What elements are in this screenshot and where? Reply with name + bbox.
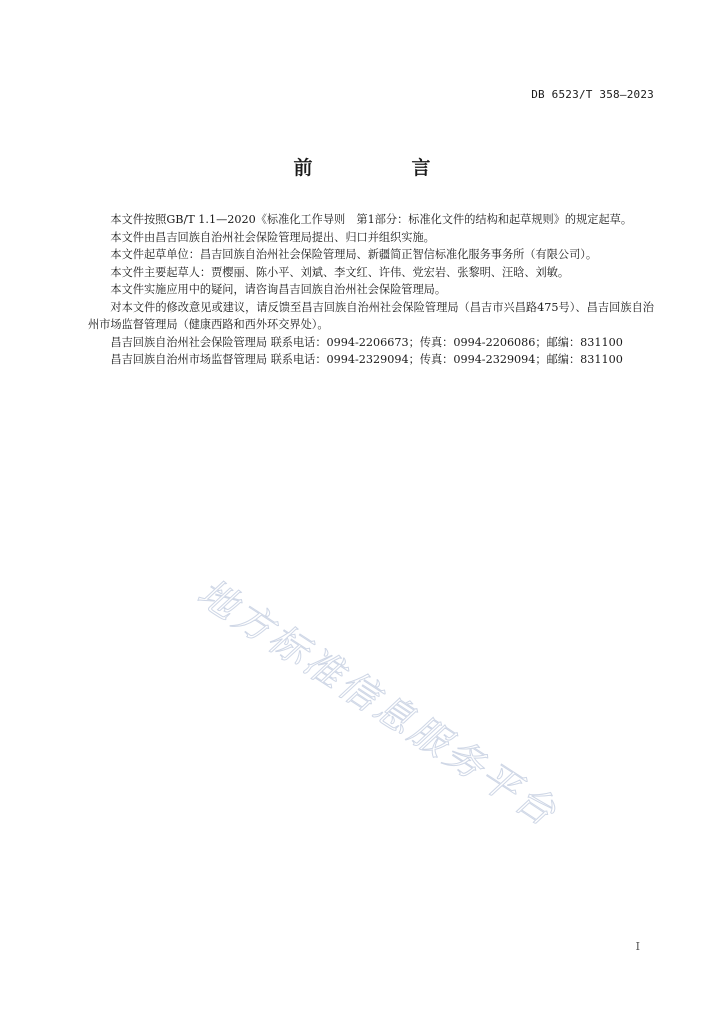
paragraph-drafting-units: 本文件起草单位：昌吉回族自治州社会保险管理局、新疆简正智信标准化服务事务所（有限公司）。 <box>110 248 598 261</box>
page-title: 前 言 <box>293 157 471 179</box>
paragraph-drafting-basis: 本文件按照GB/T 1.1—2020《标准化工作导则 第1部分：标准化文件的结构和起草规则》的规定起草。 <box>110 213 633 226</box>
page-number: I <box>635 940 640 953</box>
paragraph-inquiries: 本文件实施应用中的疑问，请咨询昌吉回族自治州社会保险管理局。 <box>110 283 447 296</box>
document-code: DB 6523/T 358—2023 <box>531 88 654 101</box>
watermark: 地方标准信息服务平台 <box>189 570 567 836</box>
contact-market-supervision: 昌吉回族自治州市场监督管理局 联系电话：0994-2329094；传真：0994-2329094；邮编：831100 <box>110 353 623 366</box>
contact-social-insurance: 昌吉回族自治州社会保险管理局 联系电话：0994-2206673；传真：0994-2206086；邮编：831100 <box>110 335 623 349</box>
paragraph-feedback: 对本文件的修改意见或建议，请反馈至昌吉回族自治州社会保险管理局（昌吉市兴昌路475号）、昌吉回族自治州市场监督管理局（健康西路和西外环交界处）。 <box>88 300 654 331</box>
paragraph-drafters: 本文件主要起草人：贾樱丽、陈小平、刘斌、李文红、许伟、党宏岩、张黎明、汪晗、刘敏。 <box>110 265 570 279</box>
paragraph-proposer: 本文件由昌吉回族自治州社会保险管理局提出、归口并组织实施。 <box>110 230 435 244</box>
foreword-body <box>88 211 654 369</box>
